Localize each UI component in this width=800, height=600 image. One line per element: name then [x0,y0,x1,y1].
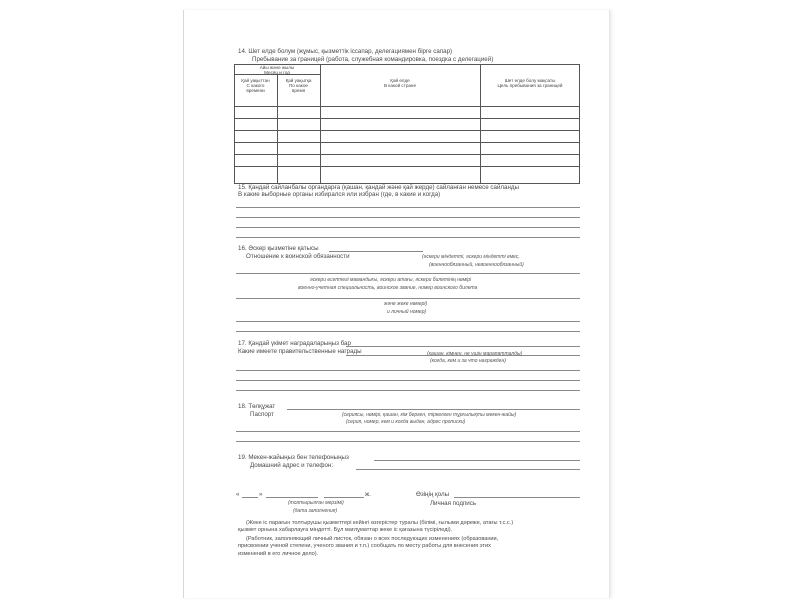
footer-ru-3: изменений в его личное дело). [238,551,319,557]
s16-field[interactable] [329,251,423,252]
s16-note2-kz: әскери есептегі мамандығы, әскери атағы, әскери билетінің нөмірі [310,277,472,283]
s18-note-kz: (сериясы, нөмірі, қашан, кім берген, тіркелген тұрғылықты мекен-жайы) [342,412,517,418]
s17-title-ru: Какие имеете правительственные награды [238,348,362,355]
date-open-quote: « [236,491,240,498]
signature-label-kz: Өзіңің қолы [416,491,450,498]
s17-title-kz: 17. Қандай үкімет наградаларыңыз бар [238,340,351,347]
s16-note2-ru: военно-учетная специальность, воинское звание, номер воинского билета [298,285,478,291]
abroad-table [234,64,580,184]
s16-title-ru: Отношение к воинской обязанности [246,253,350,260]
col-purpose-ru: Цель пребывания за границей [497,83,563,88]
s16-title-kz: 16. Әскер қызметіне қатысы [238,245,319,252]
s15-title-ru: В какие выборные органы избирался или избран (где, в какие и когда) [238,191,441,198]
s19-field[interactable] [374,460,580,461]
date-year-field[interactable] [324,497,364,498]
s18-line[interactable] [236,431,580,432]
col-to-ru2: время [291,88,306,93]
s14-title-ru: Пребывание за границей (работа, служебная командировка, поездка с делегацией) [252,56,494,63]
year-suffix: ж. [365,491,371,498]
s16-note3-kz: және жеке нөмері) [384,301,428,307]
s18-title-ru: Паспорт [250,411,274,418]
footer-kz-2: қызмет орнына хабарлауға міндетті. Бұл мағлұматтар жеке іс қағазына түсіріледі). [238,527,453,533]
date-day-field[interactable] [242,497,258,498]
s16-note1-kz: (әскери міндетті, әскери міндетті емес, [422,254,520,260]
table-row-line [234,154,580,155]
footer-kz-1: (Жеке іс парағын толтырушы қызметтері кейінгі өзгерістер туралы (білімі, ғылыми дәреже, атағы т.с.с.) [246,520,514,526]
s16-line[interactable] [236,273,580,274]
col-country-ru: В какой стране [383,83,417,88]
date-note-ru: (дата заполнения) [293,508,338,514]
s16-line[interactable] [236,298,580,299]
s19-title-kz: 19. Мекен-жайыңыз бен телефоныңыз [238,454,349,461]
date-note-kz: (толтырылған мерзімі) [288,500,344,506]
col-from-ru1: С какого [246,83,265,88]
s16-note3-ru: и личный номер) [387,309,427,315]
col-to-ru1: По какое [289,83,308,88]
col-date-kz: Айы және жылы [259,65,295,70]
s18-title-kz: 18. Төлқұжат [238,403,276,410]
footer-ru-1: (Работник, заполняющий личный листок, обязан о всех последующих изменениях (образовании, [246,536,499,542]
s15-line[interactable] [236,217,580,218]
date-close-quote: » [259,491,263,498]
s16-note1-ru: (военнообязанный, невоеннообязанный) [429,262,524,268]
s15-line[interactable] [236,227,580,228]
s16-line[interactable] [236,331,580,332]
col-date-ru: Месяц и год [264,70,290,75]
signature-field[interactable] [454,497,580,498]
table-row-line [234,130,580,131]
s17-line[interactable] [236,380,580,381]
table-header-bottom [234,106,580,107]
table-row-line [234,166,580,167]
table-row-line [234,142,580,143]
col-purpose-kz: Шет елде болу мақсаты [504,78,556,83]
s17-line[interactable] [236,370,580,371]
s17-line[interactable] [236,390,580,391]
s18-note-ru: (серия, номер, кем и когда выдан, адрес прописки) [346,419,466,425]
s15-title-kz: 15. Қандай сайланбалы органдарға (қашан, қандай және қай жерде) сайланған немесе сайланды [238,184,519,191]
s17-note-ru: (когда, кем и за что награжден) [430,358,506,364]
s17-note-kz: (қашан, кімнен, не үшін марапатталды) [427,351,523,357]
s19-title-ru: Домашний адрес и телефон: [250,462,334,469]
s15-line[interactable] [236,207,580,208]
s18-field[interactable] [287,409,580,410]
s18-line[interactable] [236,441,580,442]
table-row-line [234,118,580,119]
col-from-ru2: времени [246,88,265,93]
footer-ru-2: присвоении ученой степени, ученого звания и т.п.) сообщать по месту работы для внесения этих [238,543,491,549]
col-from-kz: Қай уақыттан [241,78,270,83]
s14-title-kz: 14. Шет елде болум (жұмыс, қызметтік іссапар, делегациямен бірге сапар) [238,48,453,55]
s16-line[interactable] [236,321,580,322]
s19-field[interactable] [356,469,580,470]
signature-label-ru: Личная подпись [430,500,477,507]
col-country-kz: Қай елде [390,78,410,83]
s15-line[interactable] [236,237,580,238]
date-month-field[interactable] [266,497,318,498]
form-sheet [183,10,610,598]
col-to-kz: Қай уақытқа [285,78,312,83]
s17-field[interactable] [346,346,580,347]
